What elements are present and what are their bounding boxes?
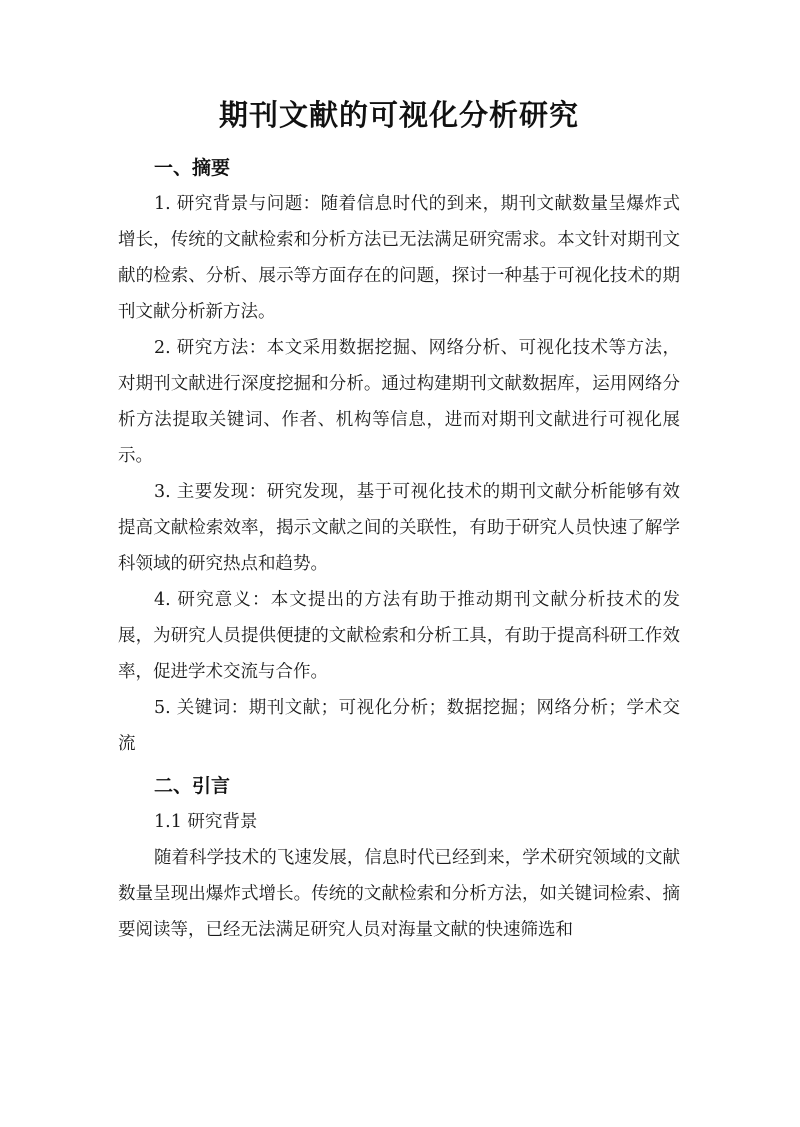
section-heading-introduction: 二、引言 bbox=[154, 775, 231, 797]
introduction-paragraph: 随着科学技术的飞速发展，信息时代已经到来，学术研究领域的文献数量呈现出爆炸式增长。传统的文献检索和分析方法，如关键词检索、摘要阅读等，已经无法满足研究人员对海量文献的快速筛选和 bbox=[118, 848, 680, 940]
abstract-paragraph-background: 1. 研究背景与问题：随着信息时代的到来，期刊文献数量呈爆炸式增长，传统的文献检索和分析方法已无法满足研究需求。本文针对期刊文献的检索、分析、展示等方面存在的问题，探讨一种基于可视化技术的期刊文献分析新方法。 bbox=[118, 194, 680, 322]
document-page bbox=[0, 92, 800, 1127]
document-title: 期刊文献的可视化分析研究 bbox=[218, 98, 579, 132]
section-heading-abstract: 一、摘要 bbox=[154, 157, 231, 179]
abstract-paragraph-methods: 2. 研究方法：本文采用数据挖掘、网络分析、可视化技术等方法，对期刊文献进行深度挖掘和分析。通过构建期刊文献数据库，运用网络分析方法提取关键词、作者、机构等信息，进而对期刊文献进行可视化展示。 bbox=[118, 338, 680, 466]
abstract-paragraph-keywords: 5. 关键词：期刊文献；可视化分析；数据挖掘；网络分析；学术交流 bbox=[118, 698, 680, 754]
abstract-paragraph-significance: 4. 研究意义：本文提出的方法有助于推动期刊文献分析技术的发展，为研究人员提供便捷的文献检索和分析工具，有助于提高科研工作效率，促进学术交流与合作。 bbox=[118, 590, 680, 682]
abstract-paragraph-findings: 3. 主要发现：研究发现，基于可视化技术的期刊文献分析能够有效提高文献检索效率，揭示文献之间的关联性，有助于研究人员快速了解学科领域的研究热点和趋势。 bbox=[118, 482, 680, 574]
subsection-heading-background: 1.1 研究背景 bbox=[154, 812, 258, 832]
